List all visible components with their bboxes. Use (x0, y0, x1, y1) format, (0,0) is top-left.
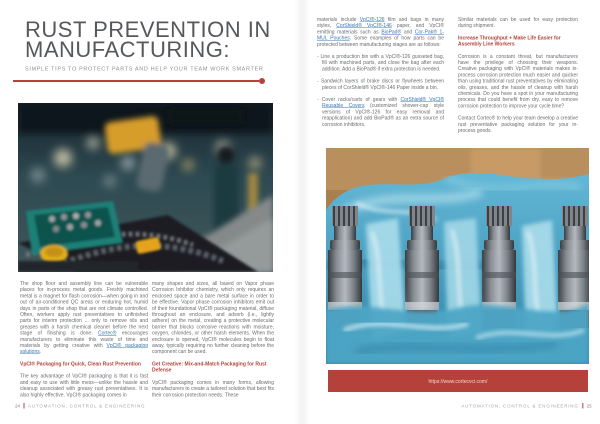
section-heading-increase-throughput: Increase Throughput + Make Life Easier for Assembly Line Workers (458, 35, 561, 48)
body-paragraph (317, 17, 444, 48)
photo-caption-bar (328, 370, 588, 392)
body-paragraph: Corrosion is a constant threat, but manufacturers have the privilege of choosing their weapons. Creative packaging with VpCI® materials makes in-process corrosion protection much easier and quicker than using traditional rust preventatives by eliminating oils, greases, and the hassle of cleanup with harsh chemicals. Do you have a spot in your manufacturing process that could benefit from dry, easy to remove corrosion protection to improve your cycle time? (458, 53, 578, 109)
factory-assembly-line-photo (18, 103, 273, 272)
body-paragraph: The key advantage of VpCI® packaging is that it is fast and easy to use with little mess—unlike the hassle and cleanup associated with greasy rust preventatives. It is also highly effective. VpCI® packaging comes in (20, 373, 148, 398)
divider-rule-dot (259, 78, 265, 84)
right-column-2 (458, 17, 578, 140)
website-url-link[interactable]: https://www.cortecvci.com/ (428, 378, 488, 384)
article-title-line1: RUST PREVENTION IN (25, 17, 271, 42)
bullet-text: Line a production bin with a VpCI®-126 gusseted bag, fill with machined parts, and close the bag after each addition. Add a BioPad® if extra protection is needed. (320, 54, 444, 72)
footer-right (462, 403, 592, 409)
vpci-126-link[interactable]: VpCI®-126 (359, 17, 385, 23)
article-title (25, 17, 271, 62)
footer-separator (582, 403, 583, 409)
section-heading-quick-clean: VpCI® Packaging for Quick, Clean Rust Prevention (20, 361, 141, 367)
wrapped-metal-parts-photo (326, 148, 589, 364)
divider-rule (13, 80, 259, 82)
bullet-item (317, 54, 444, 73)
paragraph-text: encourages manufacturers to eliminate this waste of time and materials by getting creative with (20, 330, 148, 349)
bullet-text: (customized shower-cap style versions of VpCI®-126 for easy removal and reapplication) and add BioPad® as an extra source of corrosion inhibitors. (322, 103, 444, 128)
bullet-text: Sandwich layers of brake discs or flywheels between pieces of CorShield® VpCI®-146 Paper inside a bin. (320, 78, 445, 91)
page-number: 25 (586, 403, 592, 409)
paragraph-text: The shop floor and assembly line can be vulnerable places for in-process metal goods. Freshly machined metal is a magnet for flash corrosion—when going in and out of air-conditioned QC areas or enduring hot, humid days in parts of the shop that are not climate controlled. Often, workers apply rust preventatives to unfinished parts for interim protection ... only to remove oils and greases with a harsh chemical cleaner before the next stage of finishing is done. (20, 281, 148, 337)
page-gutter (294, 0, 310, 424)
bullet-item (317, 79, 444, 91)
paragraph-text: . (39, 349, 42, 355)
body-paragraph (20, 281, 148, 355)
body-paragraph: Contact Cortec® to help your team develop a creative rust preventative packaging solution for your in-process goods. (458, 115, 578, 134)
footer-separator (24, 403, 25, 409)
paragraph-text: materials include (317, 17, 360, 23)
cortec-link[interactable]: Cortec® (98, 330, 117, 337)
paragraph-text: paper, and VpCI® emitting materials such as (317, 23, 445, 35)
publication-name: AUTOMATION, CONTROL & ENGINEERING (461, 403, 579, 409)
publication-name: AUTOMATION, CONTROL & ENGINEERING (28, 403, 146, 409)
bullet-marker: - (317, 54, 319, 60)
section-heading-mix-and-match: Get Creative: Mix-and-Match Packaging for Rust Defense (152, 361, 267, 374)
biopad-link[interactable]: BioPad® (381, 29, 402, 35)
page-number: 24 (15, 403, 21, 409)
body-paragraph: many shapes and sizes, all based on Vapor phase Corrosion Inhibitor chemistry, which only requires an enclosed space and a bare metal surface in order to be effective. Vapor phase corrosion inhibitors emit out of their foundational VpCI® packaging material, diffuse throughout an enclosure, and adsorb (i.e., lightly adhere) on the metal, creating a protective molecular barrier that blocks corrosive reactions with moisture, oxygen, chlorides, or other harsh elements. When the enclosure is opened, VpCI® molecules begin to float away, typically requiring no further cleaning before the component can be used. (152, 281, 274, 355)
paragraph-text: . Some examples of how parts can be protected between manufacturing stages are as follows: (317, 35, 444, 48)
reusable-covers-link[interactable]: CorShield® VpCI® Reusable Covers (322, 97, 444, 109)
right-column-1 (317, 17, 444, 134)
body-paragraph: Similar materials can be used for easy protection during shipment. (458, 17, 578, 29)
bullet-marker: - (317, 78, 319, 85)
footer-left (15, 403, 145, 409)
cor-pak-pouches-link[interactable]: Cor-Pak® 1-MUL Pouches (317, 29, 444, 42)
corshield-vpci-146-link[interactable]: CorShield® VpCI®-146 (336, 23, 392, 29)
paragraph-text: film and bags in many styles, (317, 17, 444, 29)
left-column-1 (20, 281, 148, 404)
paragraph-text: and (401, 29, 415, 35)
article-subtitle: SIMPLE TIPS TO PROTECT PARTS AND HELP YOUR TEAM WORK SMARTER (25, 66, 264, 72)
bullet-text: Cover racks/carts of gears with (321, 97, 401, 103)
bullet-item (317, 97, 444, 128)
body-paragraph: VpCI® packaging comes in many forms, allowing manufacturers to create a tailored solution that best fits their corrosion protection needs. These (152, 379, 274, 398)
left-column-2 (152, 281, 274, 404)
article-title-line2: MANUFACTURING: (25, 37, 230, 62)
vpci-packaging-solutions-link[interactable]: VpCI® packaging solutions (20, 343, 148, 355)
bullet-marker: - (317, 97, 319, 103)
